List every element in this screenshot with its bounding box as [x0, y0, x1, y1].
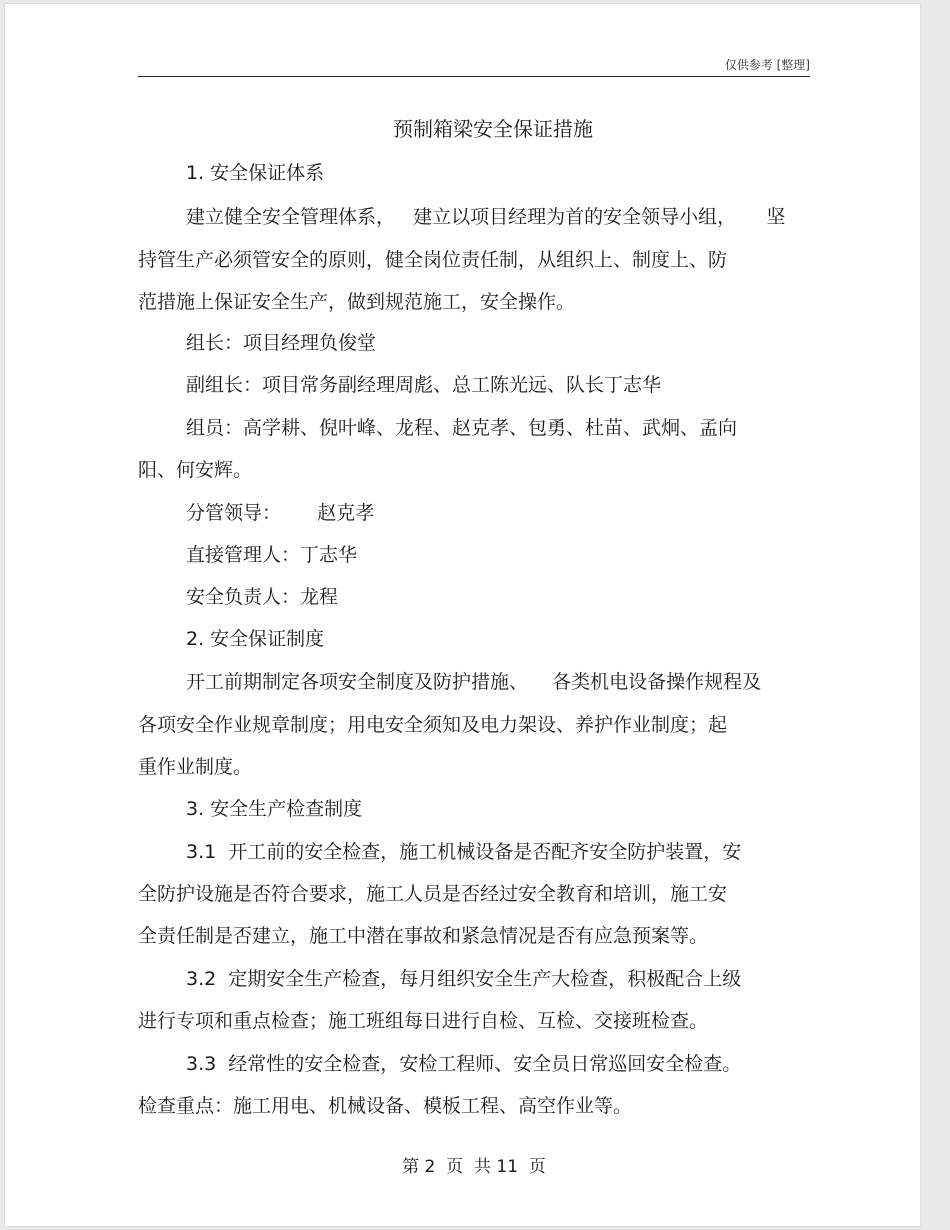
paragraph-line: 持管生产必须管安全的原则，健全岗位责任制，从组织上、制度上、防 [138, 249, 728, 271]
paragraph-line: 3.2 定期安全生产检查，每月组织安全生产大检查，积极配合上级 [186, 968, 742, 990]
team-members-line: 阳、何安辉。 [138, 459, 253, 481]
paragraph-line: 范措施上保证安全生产，做到规范施工，安全操作。 [138, 291, 576, 313]
section-heading-2: 2. 安全保证制度 [186, 628, 325, 650]
paragraph-line: 检查重点：施工用电、机械设备、模板工程、高空作业等。 [138, 1095, 633, 1117]
paragraph-line: 进行专项和重点检查；施工班组每日进行自检、互检、交接班检查。 [138, 1010, 709, 1032]
document-title: 预制箱梁安全保证措施 [393, 117, 593, 141]
direct-manager-line: 直接管理人：丁志华 [186, 544, 358, 566]
safety-officer-line: 安全负责人：龙程 [186, 586, 339, 608]
supervisor-line: 分管领导： 赵克孝 [186, 502, 375, 524]
section-heading-3: 3. 安全生产检查制度 [186, 798, 363, 820]
paragraph-line: 开工前期制定各项安全制度及防护措施、 各类机电设备操作规程及 [186, 671, 762, 693]
paragraph-line: 建立健全安全管理体系， 建立以项目经理为首的安全领导小组， 坚 [186, 206, 786, 228]
page-header: 仅供参考 [整理] [724, 58, 810, 72]
paragraph-line: 3.1 开工前的安全检查，施工机械设备是否配齐安全防护装置，安 [186, 841, 742, 863]
section-heading-1: 1. 安全保证体系 [186, 162, 325, 184]
paragraph-line: 3.3 经常性的安全检查，安检工程师、安全员日常巡回安全检查。 [186, 1053, 742, 1075]
paragraph-line: 各项安全作业规章制度；用电安全须知及电力架设、养护作业制度；起 [138, 714, 728, 736]
team-leader-line: 组长：项目经理负俊堂 [186, 332, 377, 354]
paragraph-line: 全责任制是否建立，施工中潜在事故和紧急情况是否有应急预案等。 [138, 925, 709, 947]
header-rule [138, 76, 810, 77]
page-footer: 第 2 页 共 11 页 [402, 1157, 546, 1177]
paragraph-line: 重作业制度。 [138, 756, 253, 778]
paragraph-line: 全防护设施是否符合要求，施工人员是否经过安全教育和培训，施工安 [138, 883, 728, 905]
deputy-leader-line: 副组长：项目常务副经理周彪、总工陈光远、队长丁志华 [186, 374, 662, 396]
team-members-line: 组员：高学耕、倪叶峰、龙程、赵克孝、包勇、杜苗、武炯、孟向 [186, 417, 738, 439]
document-page [5, 4, 920, 1226]
